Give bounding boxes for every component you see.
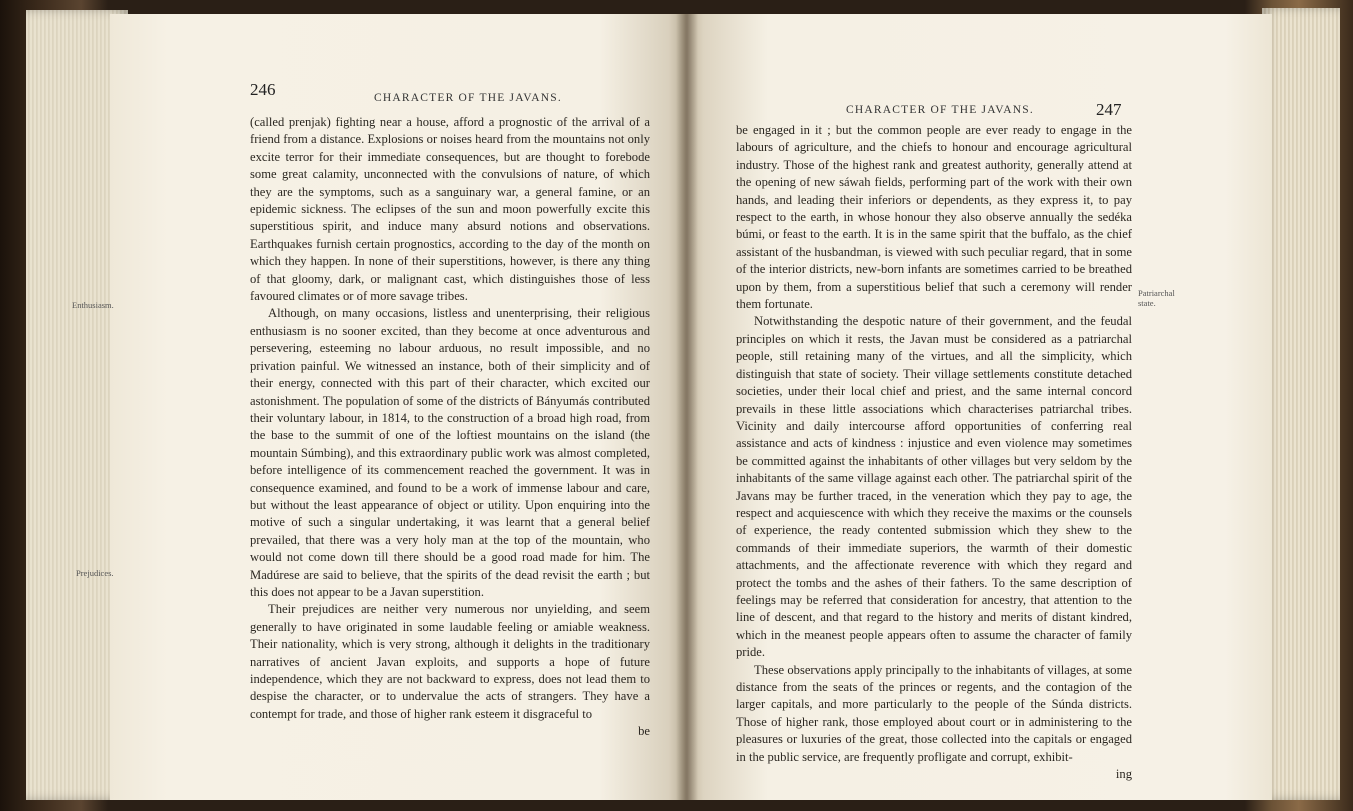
paragraph: Their prejudices are neither very numerous nor unyielding, and seem generally to have originated in some laudable feeling or amiable weakness. Their nationality, which is very strong, although it delights in the traditionary narratives of ancient Javan exploits, and supports a hope of future independence, which they are not backward to express, does not lead them to despise the character, or to undervalue the acts of strangers. They have a contempt for trade, and those of higher rank esteem it disgraceful to [250, 602, 650, 721]
body-text [250, 114, 650, 741]
body-text [736, 122, 1132, 783]
right-page-edges [1262, 8, 1340, 800]
catchword: ing [1115, 767, 1132, 782]
left-page [72, 14, 686, 800]
paragraph: (called prenjak) fighting near a house, afford a prognostic of the arrival of a friend from a distance. Explosions or noises heard from the mountains not only excite terror for their immediate consequences, but are thought to forebode some great calamity, unconnected with the convulsions of nature, of which they are the symptoms, such as a sanguinary war, a general famine, or an epidemic sickness. The eclipses of the sun and moon powerfully excite this superstitious spirit, and induce many absurd notions and observations. Earthquakes furnish certain prognostics, according to the day of the month on which they happen. In none of their superstitions, however, is there any thing of that gloomy, dark, or malignant cast, which distinguishes those of less favoured climates or of more savage tribes. [250, 115, 650, 304]
running-head: CHARACTER OF THE JAVANS. [374, 92, 562, 104]
page-number: 246 [250, 80, 276, 99]
running-head: CHARACTER OF THE JAVANS. [846, 104, 1034, 116]
paragraph: Notwithstanding the despotic nature of their government, and the feudal principles on which it rests, the Javan must be considered as a patriarchal people, still retaining many of the virtues, and all the simplicity, which distinguish that state of society. Their village settlements constitute detached societies, under their local chief and priest, and the same internal concord prevails in these little associations which characterises patriarchal tribes. Vicinity and daily intercourse afford opportunities of conferring real assistance and acts of kindness : injustice and even violence may sometimes be committed against the inhabitants of other villages but very seldom by the inhabitants of the same village against each other. The patriarchal spirit of the Javans may be further traced, in the veneration which they pay to age, the respect and acquiescence with which they receive the maxims or the counsels of experience, the ready contented submission which they shew to the commands of their immediate superiors, the warmth of their domestic attachments, and the affectionate reverence with which they regard and protect the tombs and the ashes of their fathers. To the same description of feelings may be referred that consideration for ancestry, that attention to the line of descent, and that regard to the history and merits of distant kindred, which in the meanest people appears often to assume the character of family pride. [736, 314, 1132, 660]
book-gutter [676, 14, 698, 800]
margin-note-enthusiasm: Enthusiasm. [72, 300, 114, 310]
paragraph: be engaged in it ; but the common people are ever ready to engage in the labours of agriculture, and the chiefs to honour and encourage agricultural industry. Those of the highest rank and greatest authority, generally attend at the opening of new sáwah fields, performing part of the work with their own hands, and leading their inferiors or dependents, as they express it, to pay respect to the earth, in whose honour they also observe annually the sedéka búmi, or feast to the earth. It is in the same spirit that the buffalo, as the chief assistant of the husbandman, is viewed with such peculiar regard, that in some of the interior districts, new-born infants are sometimes carried to be breathed upon by them, from a superstitious belief that such a ceremony will render them fortunate. [736, 123, 1132, 312]
paragraph: These observations apply principally to the inhabitants of villages, at some distance from the seats of the princes or regents, and the contagion of the larger capitals, and more particularly to the people of the Súnda districts. Those of higher rank, those employed about court or in administering to the pleasures or luxuries of the great, those collected into the capitals or engaged in the public service, are frequently profligate and corrupt, exhibit- [736, 662, 1132, 764]
margin-note-prejudices: Prejudices. [76, 568, 114, 578]
margin-note-patriarchal: Patriarchal state. [1138, 288, 1175, 308]
paragraph: Although, on many occasions, listless and unenterprising, their religious enthusiasm is no sooner excited, than they become at once adventurous and persevering, esteeming no labour arduous, no result impossible, and no privation painful. We witnessed an instance, both of their simplicity and of their energy, connected with this part of their character, which excited our astonishment. The population of some of the districts of Bányumás contributed their voluntary labour, in 1814, to the construction of a broad high road, from the base to the summit of one of the loftiest mountains on the island (the mountain Súmbing), and this extraordinary public work was almost completed, before intelligence of its commencement reached the government. It was in consequence examined, and found to be a work of immense labour and care, but without the least appearance of object or utility. Upon enquiring into the motive of such a singular undertaking, it was learnt that a general belief prevailed, that there was a very holy man at the top of the mountain, who would not come down till there should be a good road made for him. The Madúrese are said to believe, that the spirits of the dead revisit the earth ; but this does not appear to be a Javan superstition. [250, 306, 650, 599]
page-number: 247 [1096, 100, 1122, 119]
catchword: be [638, 724, 650, 739]
right-page [686, 14, 1272, 800]
